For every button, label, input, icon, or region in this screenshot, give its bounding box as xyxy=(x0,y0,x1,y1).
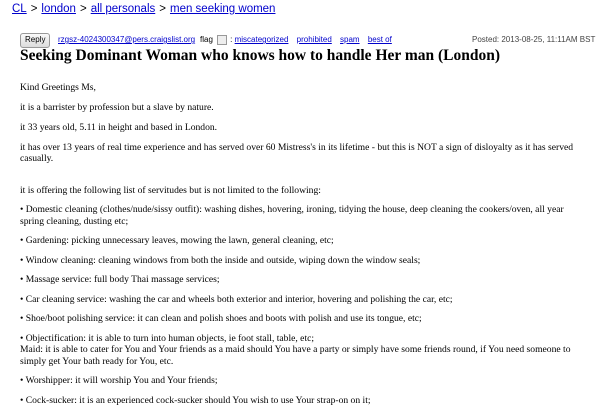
post-paragraph: it is a barrister by profession but a slave by nature. xyxy=(20,101,214,113)
reply-button[interactable]: Reply xyxy=(20,33,50,48)
list-item: • Cock-sucker: it is an experienced cock-sucker should You wish to use Your strap-on on it; xyxy=(20,394,371,406)
list-item: • Window cleaning: cleaning windows from both the inside and outside, wiping down the window seals; xyxy=(20,254,421,266)
list-item: • Domestic cleaning (clothes/nude/sissy outfit): washing dishes, hovering, ironing, tidying the house, deep cleaning the cookers/oven, all year spring cleaning, dusting etc; xyxy=(20,204,564,227)
post-title: Seeking Dominant Woman who knows how to handle Her man (London) xyxy=(20,47,501,64)
breadcrumb xyxy=(12,3,275,15)
list-item: • Massage service: full body Thai massage services; xyxy=(20,274,220,285)
posted-date: Posted: 2013-08-25, 11:11AM BST xyxy=(472,35,596,44)
breadcrumb-all-personals[interactable]: all personals xyxy=(90,3,156,15)
list-item: • Worshipper: it will worship You and Your friends; xyxy=(20,375,218,386)
breadcrumb-separator: > xyxy=(159,3,166,15)
breadcrumb-separator: > xyxy=(30,3,38,15)
breadcrumb-separator: > xyxy=(79,3,87,15)
flag-help-icon[interactable] xyxy=(217,35,227,45)
flag-area xyxy=(200,35,398,45)
list-item: • Shoe/boot polishing service: it can clean and polish shoes and boots with polish and use its tongue, etc; xyxy=(20,313,422,324)
flag-best-of-link[interactable]: best of xyxy=(367,35,392,45)
post-paragraph: it has over 13 years of real time experience and has served over 60 Mistress's in its lifetime - but this is NOT a sign of disloyalty as it has served casually. xyxy=(20,141,574,164)
list-item: • Gardening: picking unnecessary leaves, mowing the lawn, general cleaning, etc; xyxy=(20,235,334,246)
list-item-continuation: Maid: it is able to cater for You and Your friends as a maid should You have a party or simply have some friends round, if You need someone to simply get Your bath ready for You, etc. xyxy=(20,344,571,367)
list-item: • Car cleaning service: washing the car and wheels both exterior and interior, hovering and polishing the car, etc; xyxy=(20,293,453,305)
flag-miscategorized-link[interactable]: miscategorized xyxy=(234,35,289,45)
post-paragraph: it 33 years old, 5.11 in height and based in London. xyxy=(20,121,218,133)
post-paragraph: Kind Greetings Ms, xyxy=(20,82,96,93)
breadcrumb-men-seeking-women[interactable]: men seeking women xyxy=(169,3,276,15)
list-item: • Objectification: it is able to turn into human objects, ie foot stall, table, etc; xyxy=(20,332,315,344)
flag-colon: : xyxy=(230,35,233,45)
breadcrumb-london[interactable]: london xyxy=(41,3,76,15)
post-paragraph: it is offering the following list of servitudes but is not limited to the following: xyxy=(20,184,321,196)
post-body xyxy=(20,82,586,406)
flag-label: flag xyxy=(200,35,213,45)
reply-email-link[interactable]: rzgsz-4024300347@pers.craigslist.org xyxy=(58,35,196,44)
flag-spam-link[interactable]: spam xyxy=(340,35,360,45)
flag-prohibited-link[interactable]: prohibited xyxy=(296,35,332,45)
breadcrumb-cl[interactable]: CL xyxy=(12,3,27,15)
